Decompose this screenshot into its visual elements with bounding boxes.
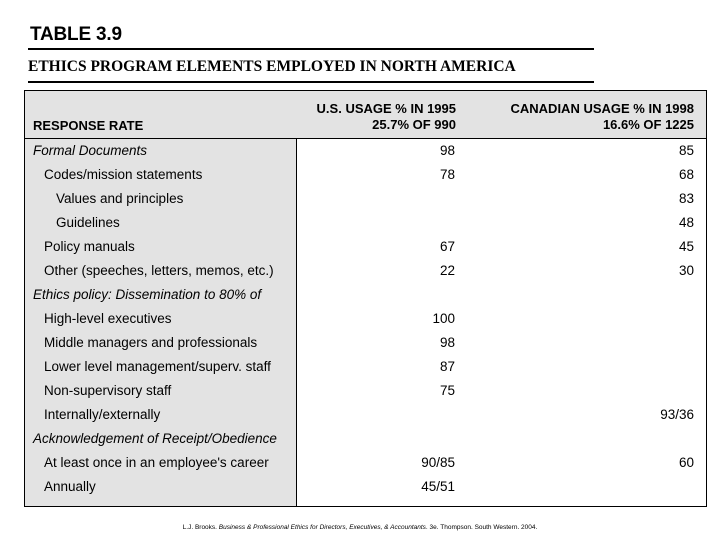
table-title: ETHICS PROGRAM ELEMENTS EMPLOYED IN NORTH AMERICA bbox=[28, 58, 516, 75]
row-label: Other (speeches, letters, memos, etc.) bbox=[44, 263, 274, 278]
row-label: Non-supervisory staff bbox=[44, 383, 172, 398]
canadian-usage-header bbox=[470, 101, 694, 133]
us-value: 90/85 bbox=[421, 455, 455, 470]
table-row bbox=[0, 263, 720, 287]
canadian-value: 93/36 bbox=[660, 407, 694, 422]
table-row bbox=[0, 191, 720, 215]
canadian-value: 60 bbox=[678, 455, 694, 470]
table-row bbox=[0, 311, 720, 335]
citation-author: L.J. Brooks. bbox=[182, 524, 219, 531]
us-value: 78 bbox=[439, 167, 455, 182]
table-row bbox=[0, 335, 720, 359]
us-value: 22 bbox=[439, 263, 455, 278]
row-label: Ethics policy: Dissemination to 80% of bbox=[33, 287, 262, 302]
table-row bbox=[0, 167, 720, 191]
table-row bbox=[0, 215, 720, 239]
table-row bbox=[0, 359, 720, 383]
us-value: 67 bbox=[439, 239, 455, 254]
us-usage-header-line1: U.S. USAGE % IN 1995 bbox=[316, 101, 456, 116]
row-label: Annually bbox=[44, 479, 96, 494]
table-row bbox=[0, 407, 720, 431]
canadian-value: 48 bbox=[678, 215, 694, 230]
canadian-value: 30 bbox=[678, 263, 694, 278]
canadian-usage-header-line2: 16.6% OF 1225 bbox=[602, 117, 694, 132]
us-usage-header-line2: 25.7% OF 990 bbox=[372, 117, 456, 132]
us-value: 87 bbox=[439, 359, 455, 374]
row-label: Formal Documents bbox=[33, 143, 148, 158]
us-value: 75 bbox=[439, 383, 455, 398]
canadian-value: 45 bbox=[678, 239, 694, 254]
title-rule bbox=[28, 48, 594, 50]
citation-book-title: Business & Professional Ethics for Directors, Executives, & Accountants bbox=[218, 524, 426, 531]
table-row bbox=[0, 287, 720, 311]
us-value: 98 bbox=[439, 335, 455, 350]
table-row bbox=[0, 383, 720, 407]
row-label: Acknowledgement of Receipt/Obedience bbox=[33, 431, 277, 446]
row-label: At least once in an employee's career bbox=[44, 455, 269, 470]
canadian-usage-header-line1: CANADIAN USAGE % IN 1998 bbox=[510, 101, 694, 116]
us-value: 98 bbox=[439, 143, 455, 158]
table-row bbox=[0, 431, 720, 455]
us-value: 45/51 bbox=[421, 479, 455, 494]
canadian-value: 85 bbox=[678, 143, 694, 158]
subtitle-rule bbox=[28, 81, 594, 83]
table-row bbox=[0, 143, 720, 167]
canadian-value: 83 bbox=[678, 191, 694, 206]
row-label: Codes/mission statements bbox=[44, 167, 203, 182]
source-citation bbox=[0, 524, 720, 531]
us-usage-header bbox=[296, 101, 456, 133]
table-row bbox=[0, 239, 720, 263]
row-label: Lower level management/superv. staff bbox=[44, 359, 271, 374]
us-value: 100 bbox=[432, 311, 455, 326]
row-label: Middle managers and professionals bbox=[44, 335, 258, 350]
row-label: Values and principles bbox=[56, 191, 184, 206]
row-label: Guidelines bbox=[56, 215, 120, 230]
header-divider bbox=[24, 138, 706, 139]
row-label: High-level executives bbox=[44, 311, 172, 326]
response-rate-header: RESPONSE RATE bbox=[33, 118, 144, 133]
row-label: Policy manuals bbox=[44, 239, 135, 254]
canadian-value: 68 bbox=[678, 167, 694, 182]
citation-publisher: . 3e. Thompson. South Western. 2004. bbox=[425, 524, 538, 531]
table-row bbox=[0, 479, 720, 503]
table-number: TABLE 3.9 bbox=[30, 24, 122, 45]
table-row bbox=[0, 455, 720, 479]
row-label: Internally/externally bbox=[44, 407, 161, 422]
